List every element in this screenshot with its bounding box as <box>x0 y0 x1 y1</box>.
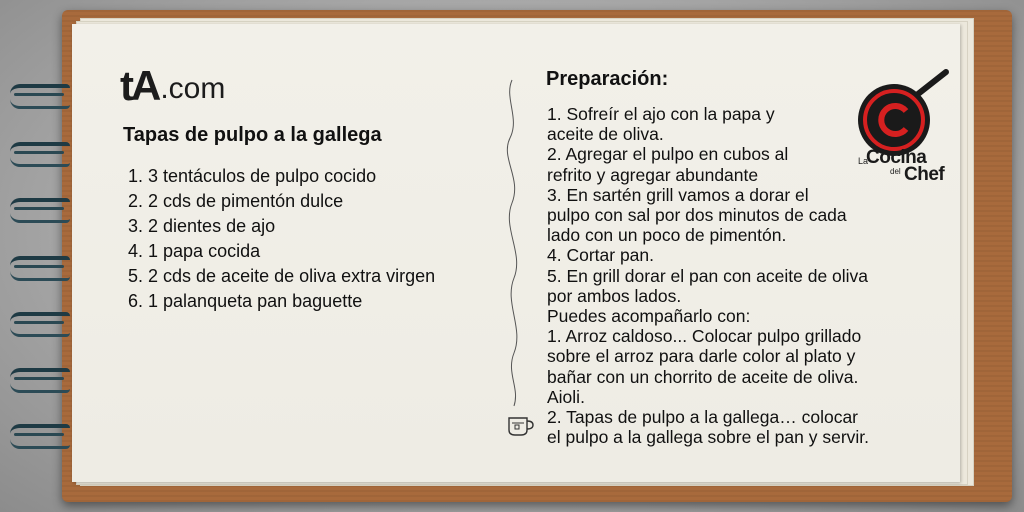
site-logo[interactable] <box>120 62 226 109</box>
ingredient-item: 6. 1 palanqueta pan baguette <box>128 291 363 311</box>
ingredient-item: 5. 2 cds de aceite de oliva extra virgen <box>128 266 436 286</box>
brand-chef: Chef <box>904 164 945 185</box>
preparation-line: 3. En sartén grill vamos a dorar el <box>547 184 809 205</box>
preparation-line: refrito y agregar abundante <box>547 164 759 185</box>
preparation-line: Aioli. <box>547 386 585 407</box>
preparation-line: 2. Tapas de pulpo a la gallega… colocar <box>547 407 859 428</box>
spiral-ring <box>10 84 70 109</box>
preparation-line: Puedes acompañarlo con: <box>547 306 751 327</box>
preparation-line: lado con un poco de pimentón. <box>547 225 787 246</box>
ingredient-item: 4. 1 papa cocida <box>128 241 261 261</box>
brand-del: del <box>890 167 901 176</box>
preparation-line: el pulpo a la gallega sobre el pan y servir. <box>547 427 870 448</box>
tea-cup-icon <box>506 412 536 438</box>
preparation-line: aceite de oliva. <box>547 124 664 145</box>
squiggle-line-icon <box>494 78 534 408</box>
ingredient-item: 3. 2 dientes de ajo <box>128 216 276 236</box>
preparation-line: bañar con un chorrito de aceite de oliva. <box>547 366 859 387</box>
logo-domain: .com <box>160 72 226 105</box>
recipe-title: Tapas de pulpo a la gallega <box>123 124 382 146</box>
spiral-ring <box>10 424 70 449</box>
preparation-title: Preparación: <box>546 68 669 90</box>
preparation-line: 4. Cortar pan. <box>547 245 654 266</box>
preparation-line: 1. Arroz caldoso... Colocar pulpo grillado <box>547 326 862 347</box>
spiral-ring <box>10 198 70 223</box>
spiral-ring <box>10 312 70 337</box>
preparation-line: 1. Sofreír el ajo con la papa y <box>547 104 775 124</box>
preparation-line: por ambos lados. <box>547 285 682 306</box>
preparation-line: pulpo con sal por dos minutos de cada <box>547 205 847 226</box>
brand-la: La <box>858 156 869 166</box>
ingredient-item: 2. 2 cds de pimentón dulce <box>128 191 344 211</box>
ingredient-list <box>128 166 435 316</box>
ingredient-item: 1. 3 tentáculos de pulpo cocido <box>128 166 377 186</box>
spiral-ring <box>10 256 70 281</box>
preparation-line: sobre el arroz para darle color al plato y <box>547 346 856 367</box>
brand-cocina: Cocina <box>866 147 927 168</box>
preparation-line: 5. En grill dorar el pan con aceite de oliva <box>547 265 869 286</box>
preparation-line: 2. Agregar el pulpo en cubos al <box>547 144 789 165</box>
logo-mark: tA <box>120 62 159 109</box>
spiral-ring <box>10 368 70 393</box>
spiral-ring <box>10 142 70 167</box>
